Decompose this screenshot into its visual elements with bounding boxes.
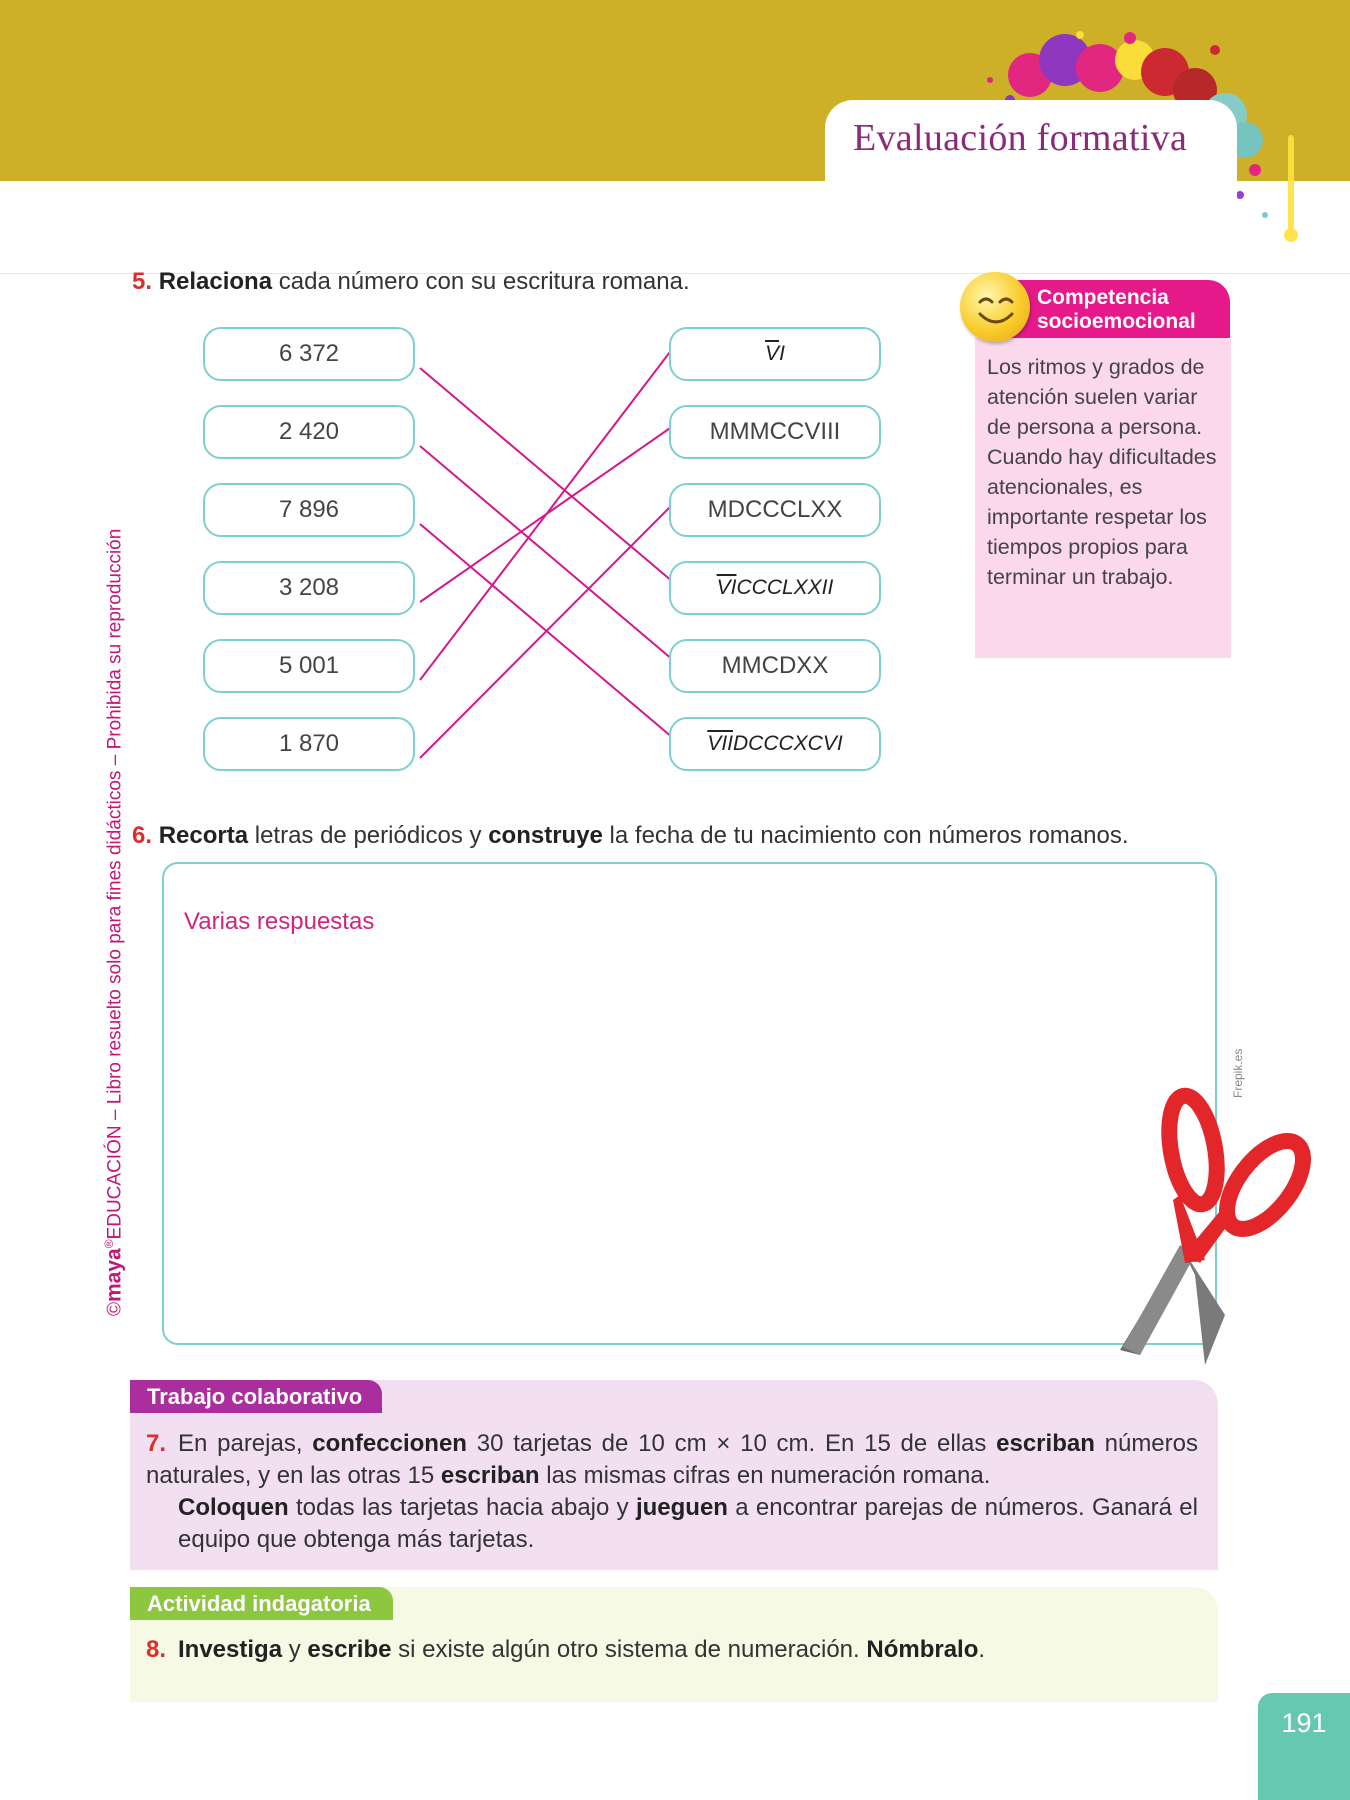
number-box[interactable]: 2 420 xyxy=(203,405,415,459)
roman-box[interactable]: MMMCCVIII xyxy=(669,405,881,459)
image-credit: Frepik.es xyxy=(1231,1048,1245,1098)
smiley-icon xyxy=(960,272,1030,342)
competencia-title: Competencia socioemocional xyxy=(1037,286,1196,333)
number-box[interactable]: 7 896 xyxy=(203,483,415,537)
roman-box[interactable]: MDCCCLXX xyxy=(669,483,881,537)
page-title: Evaluación formativa xyxy=(853,117,1188,159)
competencia-text: Los ritmos y grados de atención suelen variar de persona a persona. Cuando hay dificultades atencionales, es importante respetar los tiempos propios para terminar un trabajo. xyxy=(987,355,1217,589)
match-line xyxy=(420,524,673,738)
number-box[interactable]: 1 870 xyxy=(203,717,415,771)
number-box[interactable]: 3 208 xyxy=(203,561,415,615)
match-line xyxy=(420,348,673,680)
roman-box[interactable]: MMCDXX xyxy=(669,639,881,693)
roman-box[interactable]: $\overline{V}$ I xyxy=(669,327,881,381)
collab-tab: Trabajo colaborativo xyxy=(130,1380,382,1413)
question-8: 8. Investiga y escribe si existe algún otro sistema de numeración. Nómbralo. xyxy=(146,1636,986,1663)
page-number: 191 xyxy=(1258,1693,1350,1800)
copyright-side-note: ©maya®EDUCACIÓN – Libro resuelto solo para fines didácticos – Prohibida su reproducción xyxy=(102,528,126,1316)
match-line xyxy=(420,504,673,758)
question-6: 6. Recorta letras de periódicos y construye la fecha de tu nacimiento con números romanos. xyxy=(132,822,1129,849)
match-line xyxy=(420,446,673,660)
roman-box[interactable]: $\overline{VI}$ CCCLXXII xyxy=(669,561,881,615)
scissors-icon xyxy=(1085,1085,1315,1365)
roman-box[interactable]: $\overline{VII}$ DCCCXCVI xyxy=(669,717,881,771)
answer-text: Varias respuestas xyxy=(184,908,375,935)
inquiry-tab: Actividad indagatoria xyxy=(130,1587,393,1620)
number-box[interactable]: 5 001 xyxy=(203,639,415,693)
match-line xyxy=(420,368,673,582)
question-7: 7. En parejas, confeccionen 30 tarjetas de 10 cm × 10 cm. En 15 de ellas escriban números naturales, y en las otras 15 escriban las mismas cifras en numeración romana. Coloquen todas las tarjetas hacia abajo y jueguen a encontrar parejas de números. Ganará el equipo que obtenga más tarjetas. xyxy=(146,1430,1198,1553)
number-box[interactable]: 6 372 xyxy=(203,327,415,381)
question-5: 5. Relaciona cada número con su escritura romana. xyxy=(132,268,690,295)
match-line xyxy=(420,426,673,602)
